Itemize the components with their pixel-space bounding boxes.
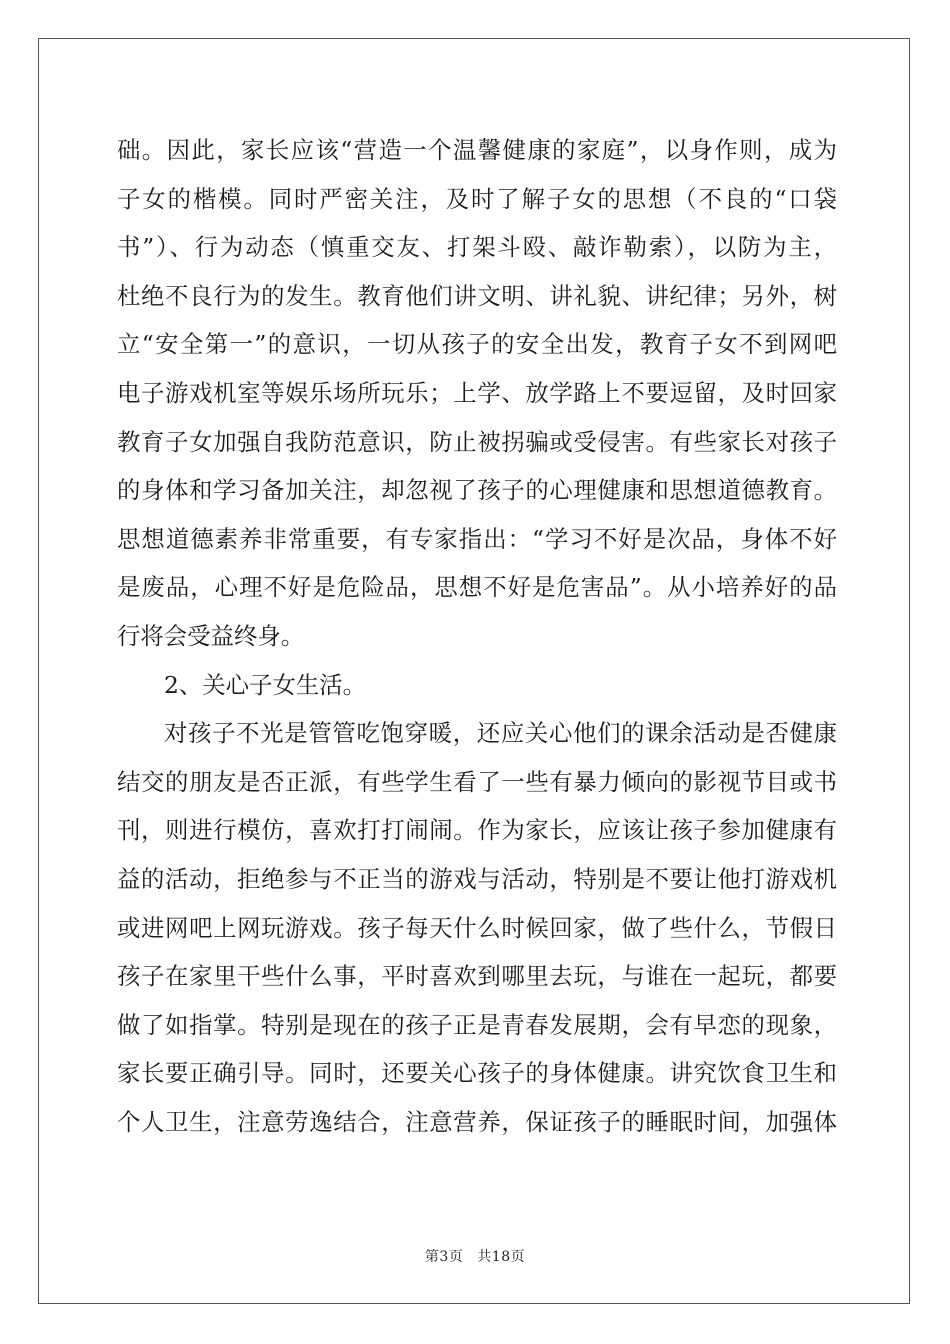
text-line: 的身体和学习备加关注，却忽视了孩子的心理健康和思想道德教育。 <box>117 476 837 505</box>
page-footer <box>0 1246 950 1266</box>
total-pages: 共18页 <box>477 1249 526 1265</box>
text-line: 或进网吧上网玩游戏。孩子每天什么时候回家，做了些什么，节假日 <box>117 913 837 942</box>
text-line: 是废品，心理不好是危险品，思想不好是危害品”。从小培养好的品 <box>117 573 837 602</box>
text-line: 子女的楷模。同时严密关注，及时了解子女的思想（不良的“口袋 <box>117 184 837 213</box>
text-line: 刊，则进行模仿，喜欢打打闹闹。作为家长，应该让孩子参加健康有 <box>117 816 837 845</box>
text-line: 电子游戏机室等娱乐场所玩乐；上学、放学路上不要逗留，及时回家 <box>117 378 837 407</box>
text-line: 做了如指掌。特别是现在的孩子正是青春发展期，会有早恋的现象， <box>117 1010 837 1039</box>
text-line: 思想道德素养非常重要，有专家指出：“学习不好是次品，身体不好 <box>117 524 837 553</box>
text-line: 孩子在家里干些什么事，平时喜欢到哪里去玩，与谁在一起玩，都要 <box>117 962 837 991</box>
text-line: 立“安全第一”的意识，一切从孩子的安全出发，教育子女不到网吧 <box>117 330 837 359</box>
text-line: 个人卫生，注意劳逸结合，注意营养，保证孩子的睡眠时间，加强体 <box>117 1107 837 1136</box>
text-line: 对孩子不光是管管吃饱穿暖，还应关心他们的课余活动是否健康 <box>164 719 837 748</box>
text-line: 教育子女加强自我防范意识，防止被拐骗或受侵害。有些家长对孩子 <box>117 427 837 456</box>
text-line: 家长要正确引导。同时，还要关心孩子的身体健康。讲究饮食卫生和 <box>117 1059 837 1088</box>
text-line: 杜绝不良行为的发生。教育他们讲文明、讲礼貌、讲纪律；另外，树 <box>117 281 837 310</box>
text-line: 益的活动，拒绝参与不正当的游戏与活动，特别是不要让他打游戏机 <box>117 864 837 893</box>
text-line: 行将会受益终身。 <box>117 621 305 650</box>
text-line: 础。因此，家长应该“营造一个温馨健康的家庭”，以身作则，成为 <box>117 136 837 164</box>
section-heading: 2、关心子女生活。 <box>164 670 367 699</box>
page-number: 第3页 <box>424 1249 464 1265</box>
text-line: 书”）、行为动态（慎重交友、打架斗殴、敲诈勒索），以防为主， <box>117 233 837 262</box>
text-line: 结交的朋友是否正派，有些学生看了一些有暴力倾向的影视节目或书 <box>117 767 837 796</box>
document-body <box>117 126 837 1146</box>
